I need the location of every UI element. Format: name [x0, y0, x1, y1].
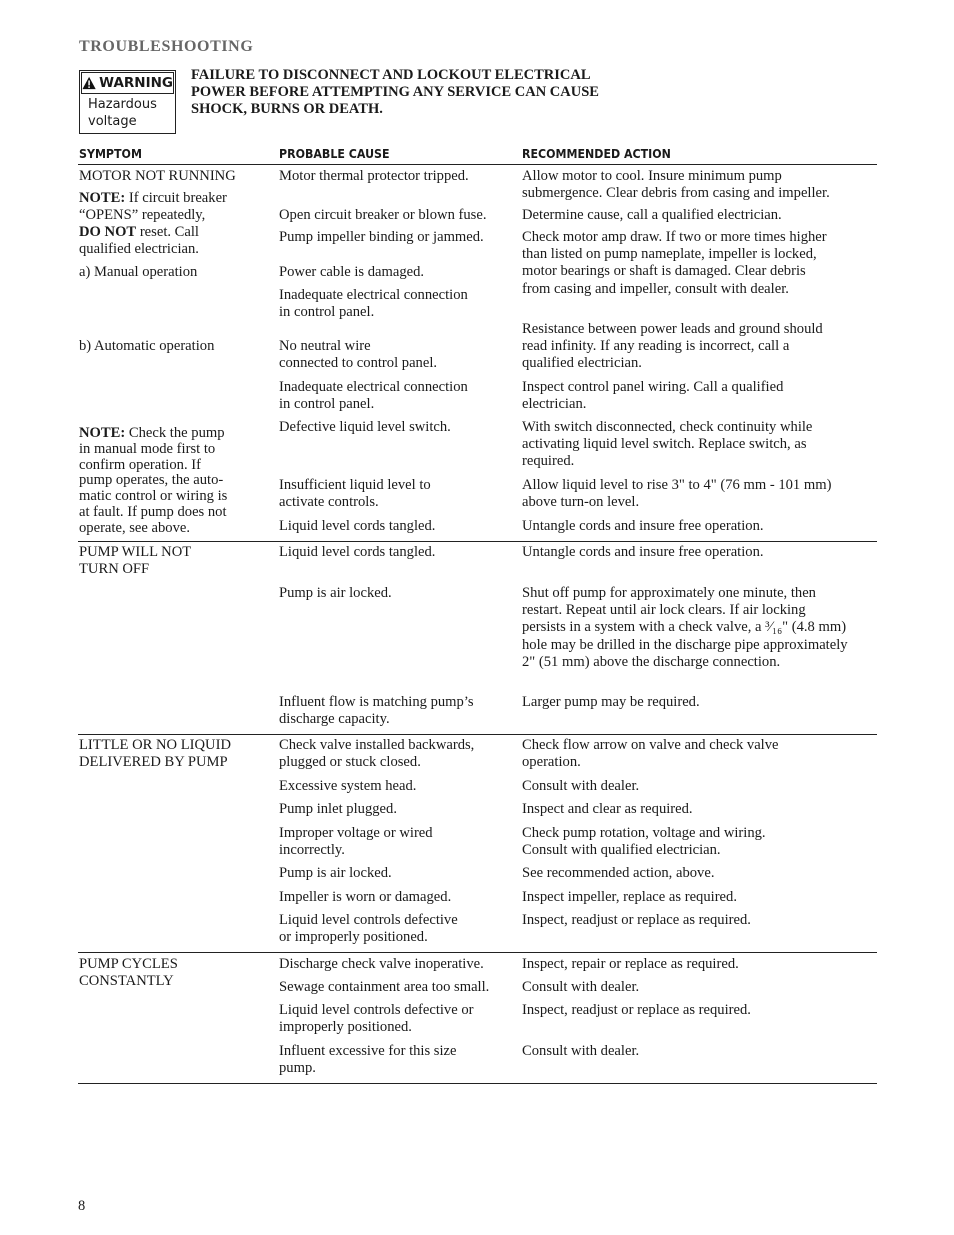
probable-cause-cell [279, 287, 468, 321]
text-line: Allow liquid level to rise 3" to 4" (76 mm - 101 mm) [522, 477, 832, 493]
text-line: electrician. [522, 396, 587, 413]
text-line: hole may be drilled in the discharge pipe approximately [522, 636, 848, 653]
symptom-cell [79, 737, 231, 771]
text-line: Pump is air locked. [279, 865, 392, 881]
warning-statement [191, 67, 661, 118]
text-line: Pump impeller binding or jammed. [279, 229, 484, 245]
text-line: at fault. If pump does not [79, 503, 227, 520]
symptom-cell [79, 426, 227, 537]
row-divider [78, 734, 877, 735]
probable-cause-cell [279, 585, 392, 602]
text-line: activate controls. [279, 494, 379, 511]
symptom-cell [79, 338, 214, 355]
recommended-action-cell [522, 585, 848, 671]
text-line: Open circuit breaker or blown fuse. [279, 207, 487, 223]
probable-cause-cell [279, 912, 458, 946]
probable-cause-cell [279, 1043, 457, 1077]
text-line: activating liquid level switch. Replace switch, as [522, 436, 807, 453]
warning-label-text: WARNING [99, 75, 173, 91]
text-line: Improper voltage or wired [279, 825, 433, 841]
text-line: PUMP CYCLES [79, 956, 178, 972]
text-line: operation. [522, 754, 581, 771]
text-line: above turn-on level. [522, 494, 640, 511]
text-line: or improperly positioned. [279, 929, 428, 946]
bold-lead: DO NOT [79, 224, 137, 240]
text-line: Inspect impeller, replace as required. [522, 889, 737, 905]
text-line: in control panel. [279, 304, 375, 321]
text-line: Defective liquid level switch. [279, 419, 451, 435]
symptom-cell [79, 168, 236, 185]
text-line: submergence. Clear debris from casing and impeller. [522, 185, 830, 202]
text-line: persists in a system with a check valve, a ³⁄₁₆" (4.8 mm) [522, 619, 847, 636]
text-line: required. [522, 453, 575, 470]
header-symptom: SYMPTOM [79, 147, 142, 161]
text-line: No neutral wire [279, 338, 371, 354]
warning-statement-line: SHOCK, BURNS OR DEATH. [191, 101, 383, 117]
probable-cause-cell [279, 694, 474, 728]
text-line: Power cable is damaged. [279, 264, 425, 280]
text-line: Check motor amp draw. If two or more times higher [522, 229, 827, 245]
text-line: motor bearings or shaft is damaged. Clear debris [522, 263, 806, 280]
probable-cause-cell [279, 956, 484, 973]
text-line: operate, see above. [79, 519, 191, 536]
text-line: Untangle cords and insure free operation. [522, 518, 764, 534]
probable-cause-cell [279, 825, 433, 859]
text-line: than listed on pump nameplate, impeller is locked, [522, 246, 817, 263]
text-line: in manual mode first to [79, 440, 216, 457]
text-line: Check flow arrow on valve and check valve [522, 737, 779, 753]
text-line [79, 190, 227, 207]
text-line: Inspect control panel wiring. Call a qualified [522, 379, 784, 395]
symptom-cell [79, 224, 199, 258]
header-rule [78, 164, 877, 165]
text-line: LITTLE OR NO LIQUID [79, 737, 231, 753]
text-line: DELIVERED BY PUMP [79, 754, 228, 771]
probable-cause-cell [279, 889, 451, 906]
section-title: TROUBLESHOOTING [79, 38, 254, 55]
warning-sub-line: voltage [88, 114, 137, 129]
text-line: Insufficient liquid level to [279, 477, 431, 493]
text-line: CONSTANTLY [79, 973, 174, 990]
row-divider [78, 952, 877, 953]
text-line: See recommended action, above. [522, 865, 715, 881]
text-line: plugged or stuck closed. [279, 754, 421, 771]
recommended-action-cell [522, 207, 782, 224]
bold-lead: NOTE: [79, 190, 126, 206]
probable-cause-cell [279, 264, 424, 281]
probable-cause-cell [279, 168, 469, 185]
text-line: in control panel. [279, 396, 375, 413]
warning-triangle-icon [82, 76, 96, 90]
probable-cause-cell [279, 544, 435, 561]
recommended-action-cell [522, 865, 714, 882]
probable-cause-cell [279, 518, 435, 535]
text-line: Liquid level cords tangled. [279, 518, 436, 534]
text-line [79, 426, 227, 442]
probable-cause-cell [279, 379, 468, 413]
text-line: Sewage containment area too small. [279, 979, 490, 995]
text-line: connected to control panel. [279, 355, 438, 372]
text-line: b) Automatic operation [79, 338, 215, 354]
warning-label [81, 72, 174, 94]
probable-cause-cell [279, 801, 397, 818]
probable-cause-cell [279, 229, 484, 246]
text-line: read infinity. If any reading is incorrect, call a [522, 338, 790, 355]
recommended-action-cell [522, 229, 827, 298]
text-line: restart. Repeat until air lock clears. If air locking [522, 602, 806, 619]
text-line: qualified electrician. [522, 355, 642, 372]
recommended-action-cell [522, 1043, 639, 1060]
text-line: Resistance between power leads and ground should [522, 321, 823, 337]
text-line: Liquid level cords tangled. [279, 544, 436, 560]
recommended-action-cell [522, 379, 783, 413]
probable-cause-cell [279, 979, 489, 996]
symptom-cell [79, 264, 197, 281]
text-line: Inadequate electrical connection [279, 379, 468, 395]
text-line: discharge capacity. [279, 711, 390, 728]
recommended-action-cell [522, 321, 823, 373]
text-line: PUMP WILL NOT [79, 544, 192, 560]
recommended-action-cell [522, 694, 700, 711]
text-line: Discharge check valve inoperative. [279, 956, 484, 972]
text-line: Excessive system head. [279, 778, 417, 794]
recommended-action-cell [522, 801, 693, 818]
text-line: Untangle cords and insure free operation. [522, 544, 764, 560]
symptom-cell [79, 190, 227, 224]
text-line: Liquid level controls defective [279, 912, 458, 928]
text-line: Liquid level controls defective or [279, 1002, 474, 1018]
warning-box [79, 70, 176, 134]
recommended-action-cell [522, 912, 751, 929]
text-line [79, 224, 199, 241]
text-line: Impeller is worn or damaged. [279, 889, 452, 905]
text-line: Larger pump may be required. [522, 694, 700, 710]
probable-cause-cell [279, 737, 474, 771]
text-line: qualified electrician. [79, 241, 199, 258]
warning-sub-line: Hazardous [88, 97, 157, 112]
warning-subtext [88, 96, 157, 130]
text-line: Inspect, readjust or replace as required. [522, 1002, 751, 1018]
text-line: incorrectly. [279, 842, 345, 859]
recommended-action-cell [522, 168, 830, 202]
recommended-action-cell [522, 956, 739, 973]
line-text: If circuit breaker [125, 190, 227, 206]
recommended-action-cell [522, 477, 831, 511]
probable-cause-cell [279, 778, 416, 795]
text-line: Inspect, repair or replace as required. [522, 956, 739, 972]
probable-cause-cell [279, 207, 486, 224]
probable-cause-cell [279, 477, 431, 511]
probable-cause-cell [279, 419, 451, 436]
recommended-action-cell [522, 737, 779, 771]
recommended-action-cell [522, 419, 812, 471]
text-line: pump. [279, 1060, 316, 1077]
text-line: Check pump rotation, voltage and wiring. [522, 825, 766, 841]
text-line: Pump inlet plugged. [279, 801, 397, 817]
text-line: Determine cause, call a qualified electrician. [522, 207, 782, 223]
text-line: Consult with dealer. [522, 778, 640, 794]
text-line: Inspect and clear as required. [522, 801, 693, 817]
row-divider [78, 541, 877, 542]
text-line: Consult with dealer. [522, 1043, 640, 1059]
text-line: MOTOR NOT RUNNING [79, 168, 236, 184]
recommended-action-cell [522, 889, 737, 906]
probable-cause-cell [279, 338, 437, 372]
recommended-action-cell [522, 544, 764, 561]
symptom-cell [79, 956, 178, 990]
text-line: improperly positioned. [279, 1019, 412, 1036]
header-recommended-action: RECOMMENDED ACTION [522, 147, 671, 161]
text-line: TURN OFF [79, 561, 150, 578]
text-line: confirm operation. If [79, 456, 201, 473]
text-line: Consult with qualified electrician. [522, 842, 721, 859]
text-line: Inadequate electrical connection [279, 287, 468, 303]
warning-statement-line: FAILURE TO DISCONNECT AND LOCKOUT ELECTRICAL [191, 67, 591, 83]
text-line: Pump is air locked. [279, 585, 392, 601]
text-line: “OPENS” repeatedly, [79, 207, 206, 224]
text-line: Influent flow is matching pump’s [279, 694, 474, 710]
line-text: Check the pump [125, 425, 225, 441]
text-line: Influent excessive for this size [279, 1043, 457, 1059]
header-probable-cause: PROBABLE CAUSE [279, 147, 390, 161]
recommended-action-cell [522, 979, 639, 996]
probable-cause-cell [279, 1002, 474, 1036]
text-line: Motor thermal protector tripped. [279, 168, 469, 184]
text-line: 2" (51 mm) above the discharge connection. [522, 653, 781, 670]
probable-cause-cell [279, 865, 392, 882]
page-number: 8 [78, 1198, 86, 1214]
text-line: Allow motor to cool. Insure minimum pump [522, 168, 782, 184]
line-text: reset. Call [136, 224, 199, 240]
bold-lead: NOTE: [79, 425, 126, 441]
text-line: from casing and impeller, consult with dealer. [522, 280, 789, 297]
symptom-cell [79, 544, 191, 578]
recommended-action-cell [522, 1002, 751, 1019]
text-line: Check valve installed backwards, [279, 737, 475, 753]
text-line: Shut off pump for approximately one minute, then [522, 585, 816, 601]
text-line: Consult with dealer. [522, 979, 640, 995]
recommended-action-cell [522, 518, 764, 535]
text-line: Inspect, readjust or replace as required. [522, 912, 751, 928]
text-line: With switch disconnected, check continuity while [522, 419, 813, 435]
table-bottom-rule [78, 1083, 877, 1084]
text-line: pump operates, the auto- [79, 472, 224, 489]
text-line: a) Manual operation [79, 264, 198, 280]
recommended-action-cell [522, 825, 766, 859]
warning-statement-line: POWER BEFORE ATTEMPTING ANY SERVICE CAN CAUSE [191, 84, 599, 100]
recommended-action-cell [522, 778, 639, 795]
text-line: matic control or wiring is [79, 488, 228, 505]
